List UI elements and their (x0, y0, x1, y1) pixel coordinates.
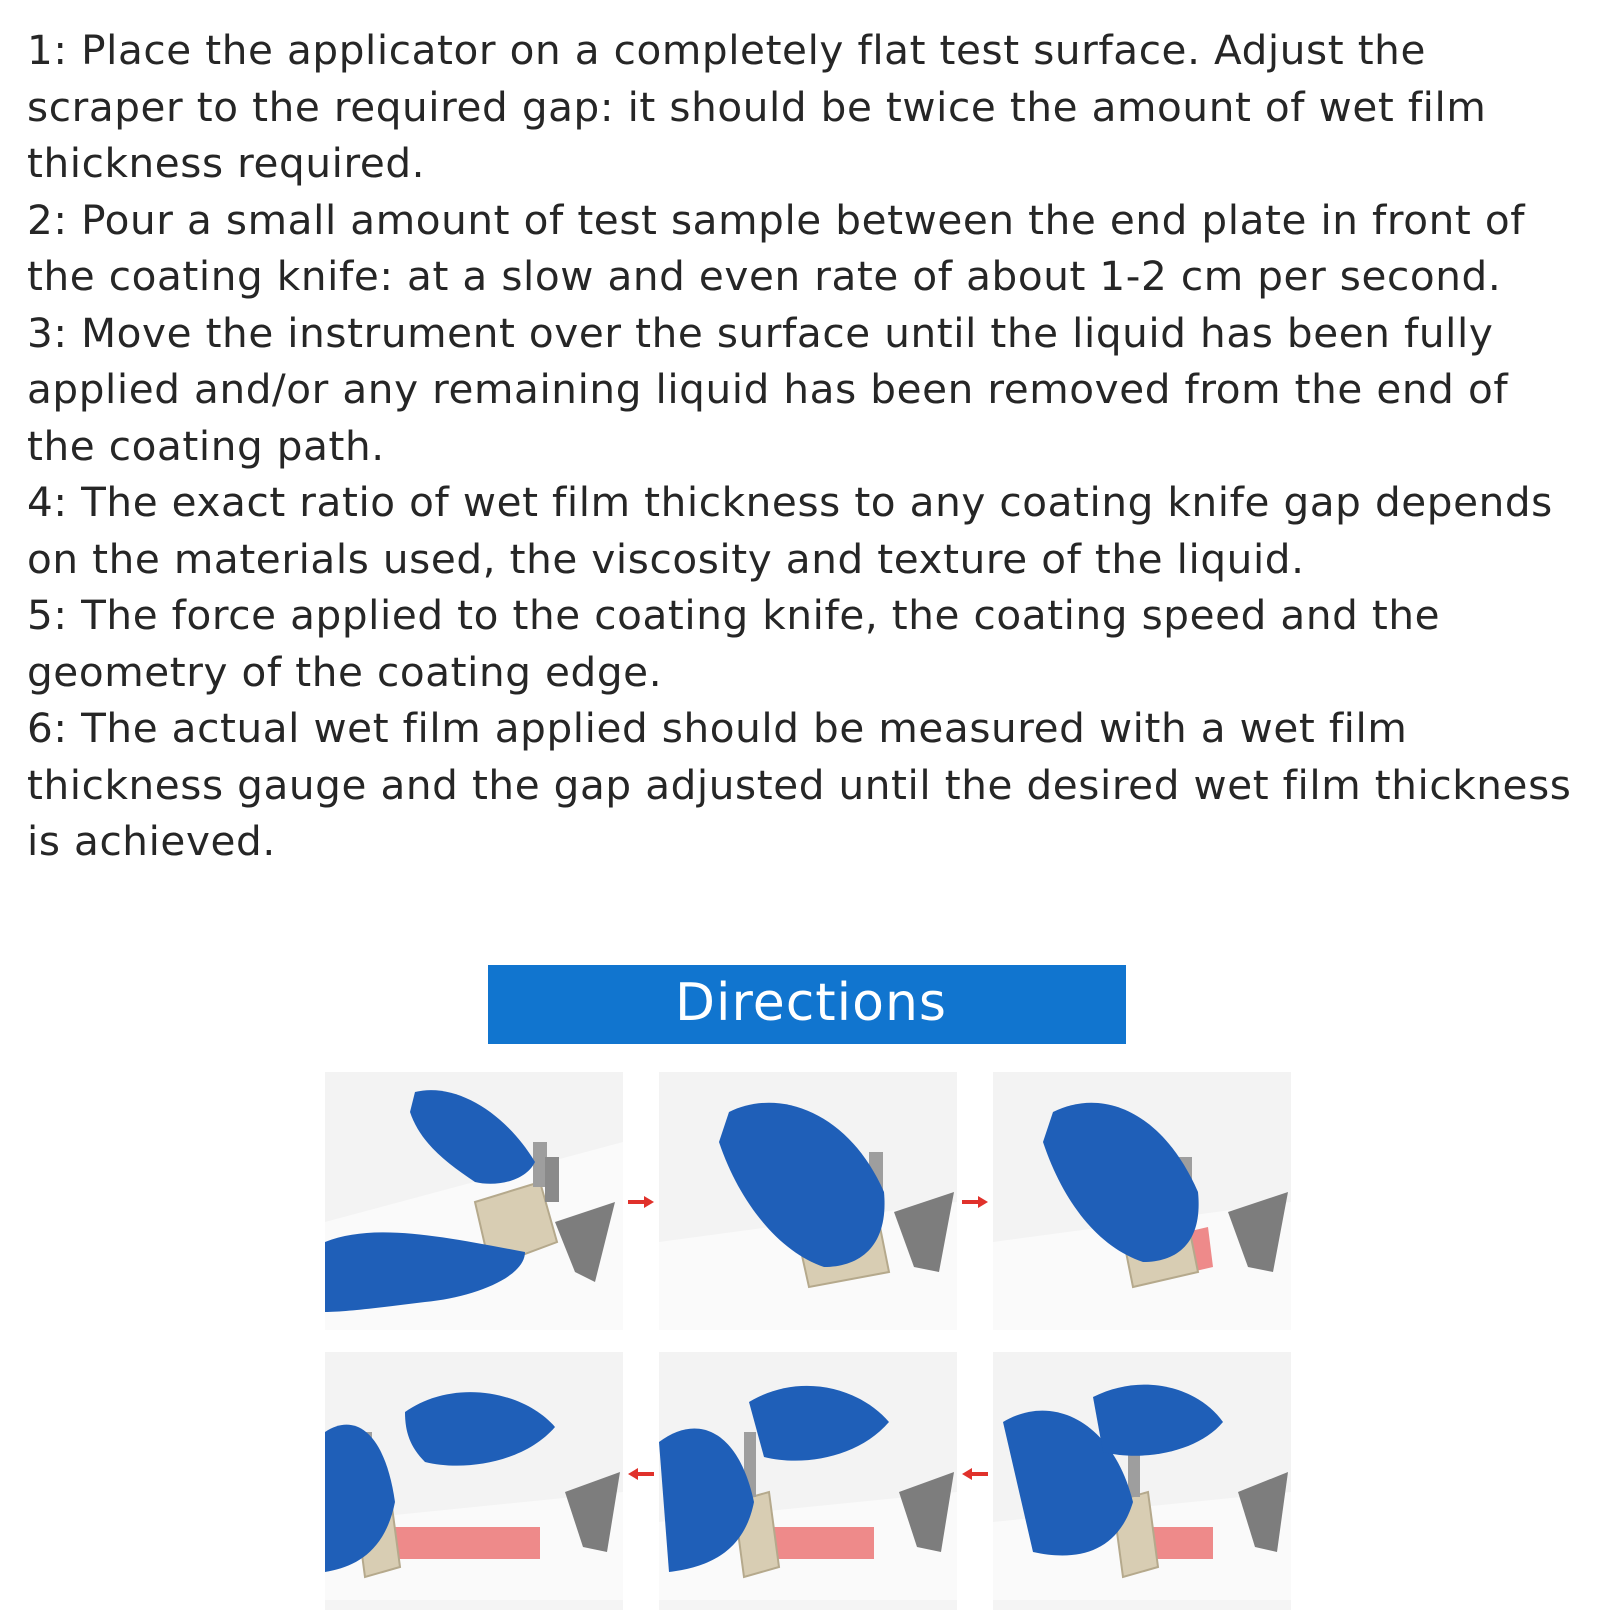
photo-step-6 (993, 1352, 1291, 1610)
photo-step-3 (993, 1072, 1291, 1330)
arrow-right-icon (628, 1196, 654, 1208)
arrow-left-icon (962, 1468, 988, 1480)
instruction-step-3: 3: Move the instrument over the surface until the liquid has been fully applied and/or any remaining liquid has been removed from the end of the coating path. (27, 308, 1509, 470)
instruction-step-1: 1: Place the applicator on a completely flat test surface. Adjust the scraper to the required gap: it should be twice the amount of wet film thickness required. (27, 26, 1487, 187)
arrow-right-icon (962, 1196, 988, 1208)
photo-step-4 (325, 1352, 623, 1610)
arrow-left-icon (628, 1468, 654, 1480)
instruction-step-2: 2: Pour a small amount of test sample between the end plate in front of the coating knife: at a slow and even rate of about 1-2 cm per second. (27, 195, 1526, 300)
instructions-text (27, 22, 1587, 870)
instruction-step-6: 6: The actual wet film applied should be measured with a wet film thickness gauge and the gap adjusted until the desired wet film thickness is achieved. (27, 704, 1572, 865)
photo-step-1 (325, 1072, 623, 1330)
instruction-step-4: 4: The exact ratio of wet film thickness to any coating knife gap depends on the materials used, the viscosity and texture of the liquid. (27, 478, 1553, 583)
photo-step-5 (659, 1352, 957, 1610)
instruction-step-5: 5: The force applied to the coating knife, the coating speed and the geometry of the coating edge. (27, 591, 1441, 696)
photo-step-2 (659, 1072, 957, 1330)
directions-title: Directions (674, 972, 947, 1033)
directions-banner (488, 965, 1126, 1044)
